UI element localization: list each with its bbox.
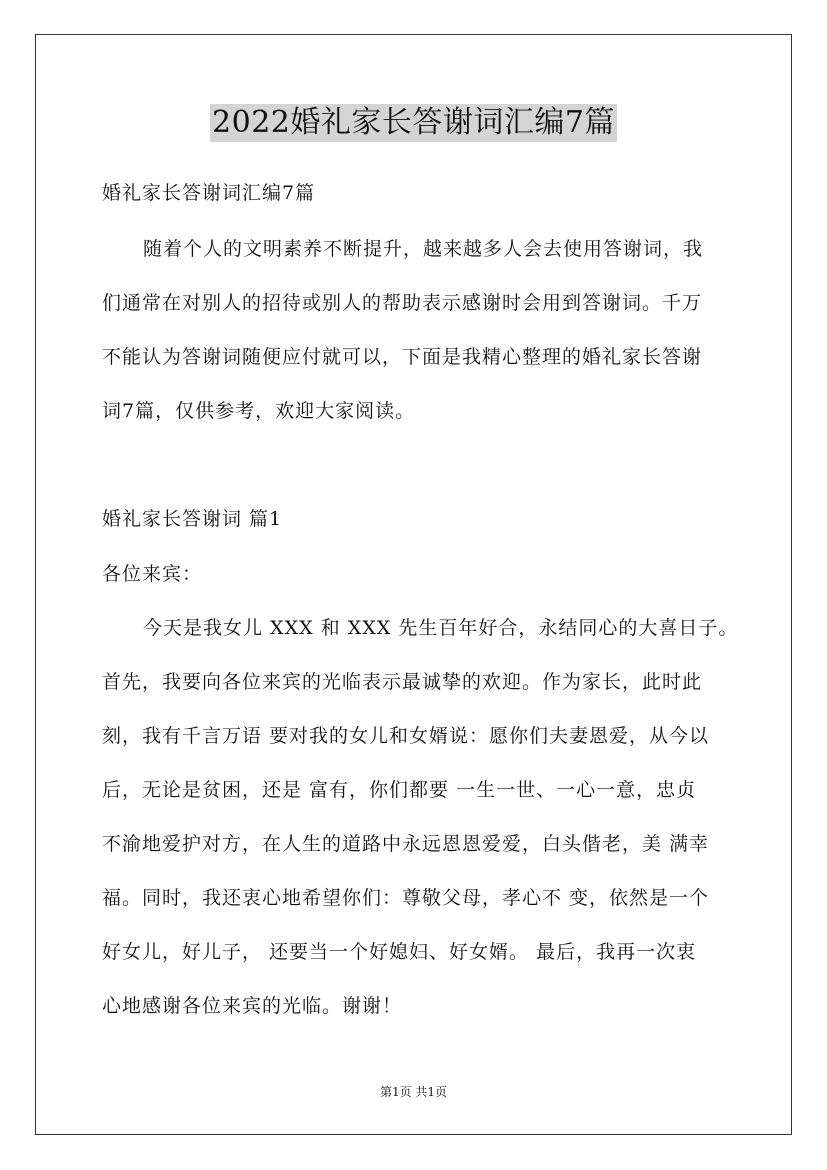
body-line: 心地感谢各位来宾的光临。谢谢！ xyxy=(102,995,403,1017)
body-line: 好女儿，好儿子， 还要当一个好媳妇、好女婿。 最后，我再一次衷 xyxy=(102,941,697,963)
document-title: 2022婚礼家长答谢词汇编7篇 xyxy=(212,105,615,140)
section-heading: 婚礼家长答谢词 篇1 xyxy=(102,508,283,530)
body-line: 福。同时，我还衷心地希望你们：尊敬父母，孝心不 变，依然是一个 xyxy=(102,887,710,909)
greeting: 各位来宾： xyxy=(102,563,203,585)
intro-line: 不能认为答谢词随便应付就可以，下面是我精心整理的婚礼家长答谢 xyxy=(102,346,703,368)
intro-line: 词7篇，仅供参考，欢迎大家阅读。 xyxy=(102,400,416,422)
intro-line: 随着个人的文明素养不断提升，越来越多人会去使用答谢词，我 xyxy=(143,238,704,260)
body-line: 不渝地爱护对方，在人生的道路中永远恩恩爱爱，白头偕老，美 满幸 xyxy=(102,833,710,855)
intro-line: 们通常在对别人的招待或别人的帮助表示感谢时会用到答谢词。千万 xyxy=(102,292,703,314)
body-line: 刻，我有千言万语 要对我的女儿和女婿说：愿你们夫妻恩爱，从今以 xyxy=(102,725,710,747)
page-footer: 第1页 共1页 xyxy=(379,1085,448,1099)
title-container xyxy=(0,104,827,142)
body-line: 今天是我女儿 XXX 和 XXX 先生百年好合，永结同心的大喜日子。 xyxy=(143,617,739,639)
body-line: 首先，我要向各位来宾的光临表示最诚挚的欢迎。作为家长，此时此 xyxy=(102,671,703,693)
body-line: 后，无论是贫困，还是 富有，你们都要 一生一世、一心一意，忠贞 xyxy=(102,779,697,801)
document-subtitle: 婚礼家长答谢词汇编7篇 xyxy=(102,182,316,204)
